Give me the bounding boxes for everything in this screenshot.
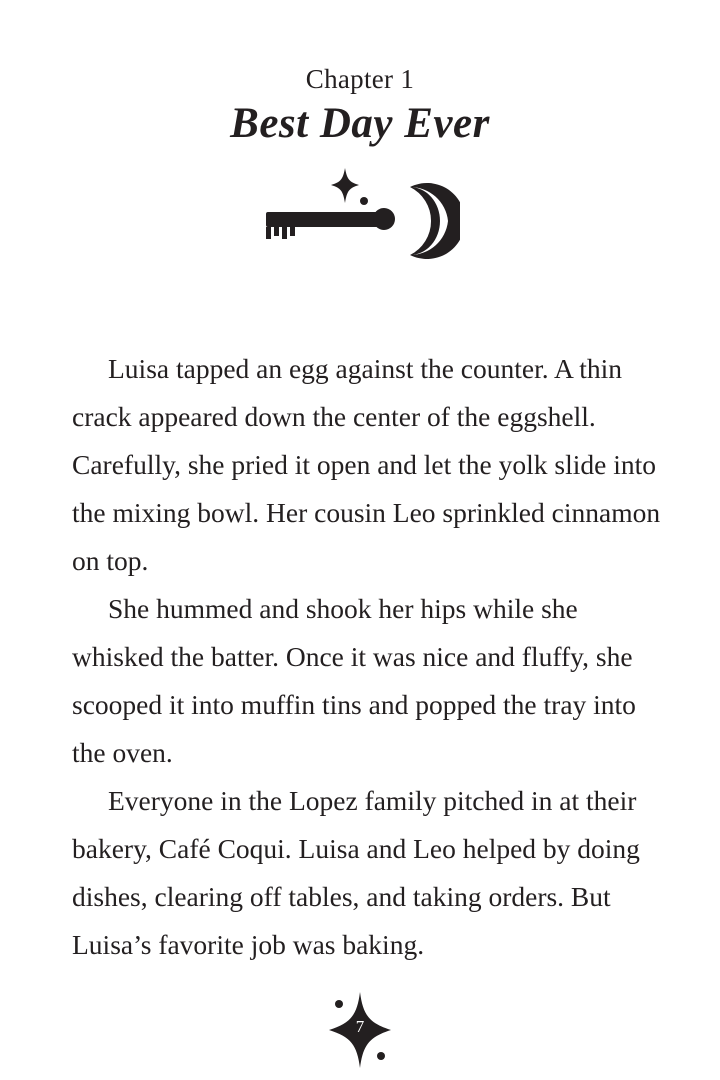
chapter-title: Best Day Ever <box>230 100 490 147</box>
page-number: 7 <box>355 1017 365 1036</box>
body-text <box>72 345 662 969</box>
key-icon <box>266 208 395 239</box>
chapter-ornament <box>260 165 460 265</box>
paragraph: Luisa tapped an egg against the counter. A thin crack appeared down the center of the eggshell. Carefully, she pried it open and let the yolk slide into the mixing bowl. Her cousin Leo sprinkled cinnamon on top. <box>72 353 661 576</box>
sparkle-icon <box>331 168 359 203</box>
chapter-label: Chapter 1 <box>305 64 415 94</box>
dot-icon <box>360 197 368 205</box>
paragraph: Everyone in the Lopez family pitched in at their bakery, Café Coqui. Luisa and Leo helped by doing dishes, clearing off tables, and taking orders. But Luisa’s favorite job was baking. <box>72 785 640 960</box>
paragraph: She hummed and shook her hips while she whisked the batter. Once it was nice and fluffy, she scooped it into muffin tins and popped the tray into the oven. <box>72 593 636 768</box>
crescent-moon-icon <box>410 183 460 259</box>
